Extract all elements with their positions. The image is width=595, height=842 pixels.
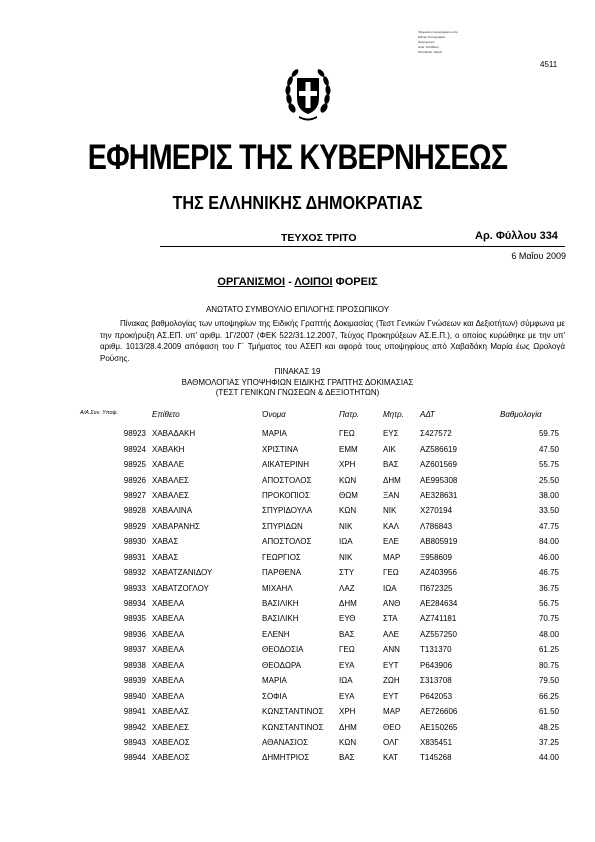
gazette-title: ΕΦΗΜΕΡΙΣ ΤΗΣ ΚΥΒΕΡΝΗΣΕΩΣ	[87, 138, 508, 177]
surname-cell: ΧΑΒΕΛΑΣ	[152, 707, 189, 717]
father-name-cell: ΔΗΜ	[339, 722, 357, 732]
column-header-surname: Επίθετο	[152, 410, 180, 419]
surname-cell: ΧΑΒΕΛΑ	[152, 660, 185, 670]
surname-cell: ΧΑΒΑΣ	[152, 552, 179, 562]
candidate-number-cell: 98926	[123, 475, 146, 485]
table-row	[80, 611, 565, 626]
table-number: ΠΙΝΑΚΑΣ 19	[274, 367, 321, 376]
father-name-cell: ΕΥΑ	[339, 660, 355, 670]
father-name-cell: ΝΙΚ	[339, 552, 353, 562]
mother-name-cell: ΞΑΝ	[383, 490, 400, 500]
column-header-father-name: Πατρ.	[339, 410, 360, 419]
surname-cell: ΧΑΒΕΛΟΣ	[152, 753, 190, 763]
score-cell: 56.75	[538, 599, 559, 609]
id-number-cell: Π672325	[420, 583, 453, 593]
id-number-cell: ΑΖ741181	[420, 614, 457, 624]
father-name-cell: ΧΡΗ	[339, 707, 356, 717]
table-row	[80, 550, 565, 565]
candidate-number-cell: 98939	[123, 676, 146, 686]
column-header-id-number: ΑΔΤ	[420, 410, 435, 419]
id-number-cell: Ρ643906	[420, 660, 453, 670]
candidate-number-cell: 98927	[123, 490, 146, 500]
candidate-number-cell: 98943	[123, 737, 146, 747]
father-name-cell: ΣΤΥ	[339, 568, 355, 578]
surname-cell: ΧΑΒΑΛΕΣ	[152, 475, 189, 485]
digital-signature-stamp	[418, 30, 478, 55]
stamp-line: Τοποθεσία: Αθήνα	[418, 50, 443, 54]
score-cell: 48.00	[538, 629, 559, 639]
first-name-cell: ΜΑΡΙΑ	[262, 676, 287, 686]
first-name-cell: ΠΡΟΚΟΠΙΟΣ	[262, 490, 310, 500]
id-number-cell: Ξ958609	[420, 552, 452, 562]
first-name-cell: ΑΘΑΝΑΣΙΟΣ	[262, 737, 309, 747]
table-row	[80, 688, 565, 703]
mother-name-cell: ΑΝΝ	[383, 645, 400, 655]
greek-coat-of-arms-icon	[283, 58, 333, 124]
column-header-first-name: Όνομα	[262, 410, 286, 419]
id-number-cell: Ρ642053	[420, 691, 453, 701]
first-name-cell: ΜΑΡΙΑ	[262, 429, 287, 439]
score-cell: 48.25	[538, 722, 559, 732]
surname-cell: ΧΑΒΑΤΖΑΝΙΔΟΥ	[152, 568, 213, 578]
table-row	[80, 426, 565, 441]
score-cell: 25.50	[538, 475, 559, 485]
column-header-candidate-number: Α/Α Συν. Υποψ.	[80, 410, 119, 416]
first-name-cell: ΣΟΦΙΑ	[262, 691, 288, 701]
agency-name: ΑΝΩΤΑΤΟ ΣΥΜΒΟΥΛΙΟ ΕΠΙΛΟΓΗΣ ΠΡΟΣΩΠΙΚΟΥ	[205, 305, 390, 314]
father-name-cell: ΚΩΝ	[339, 737, 357, 747]
table-row	[80, 488, 565, 503]
candidate-number-cell: 98935	[123, 614, 146, 624]
issue-date: 6 Μαΐου 2009	[511, 251, 566, 261]
score-cell: 47.75	[538, 521, 559, 531]
section-separator: -	[285, 276, 295, 288]
first-name-cell: ΒΑΣΙΛΙΚΗ	[262, 599, 299, 609]
table-row	[80, 750, 565, 765]
mother-name-cell: ΕΛΕ	[383, 537, 400, 547]
mother-name-cell: ΕΥΣ	[383, 429, 399, 439]
surname-cell: ΧΑΒΑΡΑΝΗΣ	[152, 521, 200, 531]
first-name-cell: ΑΙΚΑΤΕΡΙΝΗ	[262, 460, 309, 470]
surname-cell: ΧΑΒΑΚΗ	[152, 444, 185, 454]
father-name-cell: ΓΕΩ	[339, 645, 355, 655]
surname-cell: ΧΑΒΕΛΑ	[152, 629, 185, 639]
score-cell: 61.25	[538, 645, 559, 655]
mother-name-cell: ΣΤΑ	[383, 614, 398, 624]
id-number-cell: ΑΖ586619	[420, 444, 457, 454]
mother-name-cell: ΜΑΡ	[383, 707, 401, 717]
table-title: ΒΑΘΜΟΛΟΓΙΑΣ ΥΠΟΨΗΦΙΩΝ ΕΙΔΙΚΗΣ ΓΡΑΠΤΗΣ ΔΟΚΙΜΑΣΙΑΣ	[181, 377, 414, 387]
header-divider	[160, 246, 565, 247]
surname-cell: ΧΑΒΑΛΕ	[152, 460, 185, 470]
mother-name-cell: ΖΩΗ	[383, 676, 400, 686]
father-name-cell: ΓΕΩ	[339, 429, 355, 439]
candidate-number-cell: 98931	[123, 552, 146, 562]
first-name-cell: ΣΠΥΡΙΔΩΝ	[262, 521, 303, 531]
table-subtitle: (ΤΕΣΤ ΓΕΝΙΚΩΝ ΓΝΩΣΕΩΝ & ΔΕΞΙΟΤΗΤΩΝ)	[215, 388, 380, 397]
candidate-number-cell: 98930	[123, 537, 146, 547]
id-number-cell: Σ313708	[420, 676, 452, 686]
table-row	[80, 658, 565, 673]
mother-name-cell: ΜΑΡ	[383, 552, 401, 562]
mother-name-cell: ΕΥΤ	[383, 691, 399, 701]
first-name-cell: ΧΡΙΣΤΙΝΑ	[262, 444, 299, 454]
first-name-cell: ΑΠΟΣΤΟΛΟΣ	[262, 537, 312, 547]
id-number-cell: Τ131370	[420, 645, 452, 655]
gazette-subtitle: ΤΗΣ ΕΛΛΗΝΙΚΗΣ ΔΗΜΟΚΡΑΤΙΑΣ	[172, 193, 423, 213]
candidate-number-cell: 98936	[123, 629, 146, 639]
father-name-cell: ΒΑΣ	[339, 753, 355, 763]
score-cell: 70.75	[538, 614, 559, 624]
stamp-line: Ψηφιακά υπογεγραμμένο από	[418, 30, 458, 34]
id-number-cell: ΑΖ601569	[420, 460, 457, 470]
score-cell: 46.00	[538, 552, 559, 562]
score-cell: 37.25	[538, 737, 559, 747]
candidate-number-cell: 98923	[123, 429, 146, 439]
stamp-line: Ημερομηνία:	[418, 40, 435, 44]
score-cell: 46.75	[538, 568, 559, 578]
id-number-cell: ΑΒ805919	[420, 537, 458, 547]
stamp-line: Εθνικό Τυπογραφείο	[418, 35, 446, 39]
father-name-cell: ΕΥΘ	[339, 614, 356, 624]
table-row	[80, 642, 565, 657]
first-name-cell: ΑΠΟΣΤΟΛΟΣ	[262, 475, 312, 485]
table-header-row	[80, 410, 565, 426]
section-part-other: ΛΟΙΠΟΙ	[294, 276, 333, 288]
id-number-cell: ΑΕ284634	[420, 599, 458, 609]
father-name-cell: ΚΩΝ	[339, 506, 357, 516]
mother-name-cell: ΑΝΘ	[383, 599, 401, 609]
score-cell: 59.75	[538, 429, 559, 439]
id-number-cell: ΑΖ403956	[420, 568, 457, 578]
surname-cell: ΧΑΒΑΣ	[152, 537, 179, 547]
table-row	[80, 472, 565, 487]
id-number-cell: Λ786843	[420, 521, 453, 531]
first-name-cell: ΘΕΟΔΟΣΙΑ	[262, 645, 304, 655]
candidate-number-cell: 98934	[123, 599, 146, 609]
first-name-cell: ΠΑΡΘΕΝΑ	[262, 568, 302, 578]
father-name-cell: ΛΑΖ	[339, 583, 355, 593]
candidate-number-cell: 98940	[123, 691, 146, 701]
candidate-number-cell: 98942	[123, 722, 146, 732]
mother-name-cell: ΘΕΟ	[383, 722, 401, 732]
first-name-cell: ΒΑΣΙΛΙΚΗ	[262, 614, 299, 624]
table-row	[80, 503, 565, 518]
mother-name-cell: ΝΙΚ	[383, 506, 397, 516]
candidate-number-cell: 98932	[123, 568, 146, 578]
score-cell: 33.50	[538, 506, 559, 516]
section-heading	[0, 276, 595, 288]
surname-cell: ΧΑΒΑΛΕΣ	[152, 490, 189, 500]
table-row	[80, 519, 565, 534]
surname-cell: ΧΑΒΕΛΟΣ	[152, 737, 190, 747]
id-number-cell: ΑΖ557250	[420, 629, 457, 639]
column-header-score: Βαθμολογία	[500, 410, 542, 419]
section-part-bodies: ΦΟΡΕΙΣ	[332, 276, 378, 288]
score-cell: 66.25	[538, 691, 559, 701]
id-number-cell: Χ835451	[420, 737, 453, 747]
id-number-cell: ΑΕ328631	[420, 490, 458, 500]
mother-name-cell: ΕΥΤ	[383, 660, 399, 670]
mother-name-cell: ΑΛΕ	[383, 629, 400, 639]
mother-name-cell: ΟΛΓ	[383, 737, 399, 747]
father-name-cell: ΧΡΗ	[339, 460, 356, 470]
surname-cell: ΧΑΒΕΛΑ	[152, 645, 185, 655]
surname-cell: ΧΑΒΑΔΑΚΗ	[152, 429, 196, 439]
score-cell: 61.50	[538, 707, 559, 717]
father-name-cell: ΔΗΜ	[339, 599, 357, 609]
mother-name-cell: ΑΙΚ	[383, 444, 396, 454]
id-number-cell: Χ270194	[420, 506, 453, 516]
father-name-cell: ΚΩΝ	[339, 475, 357, 485]
candidate-number-cell: 98944	[123, 753, 146, 763]
table-row	[80, 441, 565, 456]
score-cell: 55.75	[538, 460, 559, 470]
first-name-cell: ΓΕΩΡΓΙΟΣ	[262, 552, 301, 562]
scores-table	[80, 410, 565, 766]
score-cell: 80.75	[538, 660, 559, 670]
first-name-cell: ΔΗΜΗΤΡΙΟΣ	[262, 753, 310, 763]
id-number-cell: ΑΕ995308	[420, 475, 458, 485]
id-number-cell: Σ427572	[420, 429, 452, 439]
score-cell: 79.50	[538, 676, 559, 686]
page-number: 4511	[540, 60, 558, 69]
mother-name-cell: ΚΑΤ	[383, 753, 398, 763]
candidate-number-cell: 98941	[123, 707, 146, 717]
table-row	[80, 565, 565, 580]
table-row	[80, 704, 565, 719]
mother-name-cell: ΙΩΑ	[383, 583, 397, 593]
score-cell: 84.00	[538, 537, 559, 547]
first-name-cell: ΜΙΧΑΗΛ	[262, 583, 293, 593]
surname-cell: ΧΑΒΕΛΑ	[152, 599, 185, 609]
section-part-organizations: ΟΡΓΑΝΙΣΜΟΙ	[217, 276, 286, 288]
candidate-number-cell: 98925	[123, 460, 146, 470]
surname-cell: ΧΑΒΕΛΑ	[152, 614, 185, 624]
score-cell: 36.75	[538, 583, 559, 593]
table-row	[80, 596, 565, 611]
issue-label: ΤΕΥΧΟΣ ΤΡΙΤΟ	[281, 232, 357, 244]
father-name-cell: ΘΩΜ	[339, 490, 358, 500]
mother-name-cell: ΚΑΛ	[383, 521, 400, 531]
stamp-line: Αιτία: Κατάθεση	[418, 45, 440, 49]
id-number-cell: ΑΕ726606	[420, 707, 458, 717]
id-number-cell: Τ145268	[420, 753, 452, 763]
table-row	[80, 735, 565, 750]
table-row	[80, 457, 565, 472]
candidate-number-cell: 98938	[123, 660, 146, 670]
column-header-mother-name: Μητρ.	[383, 410, 404, 419]
mother-name-cell: ΔΗΜ	[383, 475, 401, 485]
father-name-cell: ΝΙΚ	[339, 521, 353, 531]
surname-cell: ΧΑΒΕΛΕΣ	[152, 722, 189, 732]
surname-cell: ΧΑΒΕΛΑ	[152, 691, 185, 701]
table-row	[80, 719, 565, 734]
father-name-cell: ΕΜΜ	[339, 444, 358, 454]
score-cell: 44.00	[538, 753, 559, 763]
candidate-number-cell: 98924	[123, 444, 146, 454]
surname-cell: ΧΑΒΑΤΖΟΓΛΟΥ	[152, 583, 209, 593]
father-name-cell: ΒΑΣ	[339, 629, 355, 639]
sheet-number: Αρ. Φύλλου 334	[475, 230, 558, 242]
candidate-number-cell: 98929	[123, 521, 146, 531]
mother-name-cell: ΒΑΣ	[383, 460, 399, 470]
table-row	[80, 673, 565, 688]
surname-cell: ΧΑΒΑΛΙΝΑ	[152, 506, 193, 516]
table-row	[80, 627, 565, 642]
first-name-cell: ΕΛΕΝΗ	[262, 629, 290, 639]
candidate-number-cell: 98933	[123, 583, 146, 593]
intro-paragraph: Πίνακας βαθμολογίας των υποψηφίων της Ειδικής Γραπτής Δοκιμασίας (Τεστ Γενικών Γνώσεων και Δεξιοτήτων) σύμφωνα με την προκήρυξη ΑΣ.ΕΠ. υπ' αριθμ. 1Γ/2007 (ΦΕΚ 522/31.12.2007, Τεύχος Προκηρύξεων ΑΣ.Ε.Π.), ο οποίος κυρώθηκε με την υπ' αριθμ. 1013/28.4.2009 απόφαση του Γ΄ Τμήματος του ΑΣΕΠ και αφορά τους υποψηφίους από Χαβαδάκη Μαρία έως Ωρολογά Ρούσης.	[100, 319, 565, 363]
candidate-number-cell: 98937	[123, 645, 146, 655]
father-name-cell: ΙΩΑ	[339, 537, 353, 547]
surname-cell: ΧΑΒΕΛΑ	[152, 676, 185, 686]
father-name-cell: ΙΩΑ	[339, 676, 353, 686]
table-row	[80, 534, 565, 549]
score-cell: 47.50	[538, 444, 559, 454]
mother-name-cell: ΓΕΩ	[383, 568, 399, 578]
first-name-cell: ΚΩΝΣΤΑΝΤΙΝΟΣ	[262, 707, 324, 717]
first-name-cell: ΚΩΝΣΤΑΝΤΙΝΟΣ	[262, 722, 324, 732]
id-number-cell: ΑΕ150265	[420, 722, 458, 732]
score-cell: 38.00	[538, 490, 559, 500]
first-name-cell: ΘΕΟΔΩΡΑ	[262, 660, 302, 670]
first-name-cell: ΣΠΥΡΙΔΟΥΛΑ	[262, 506, 313, 516]
table-row	[80, 580, 565, 595]
father-name-cell: ΕΥΑ	[339, 691, 355, 701]
candidate-number-cell: 98928	[123, 506, 146, 516]
